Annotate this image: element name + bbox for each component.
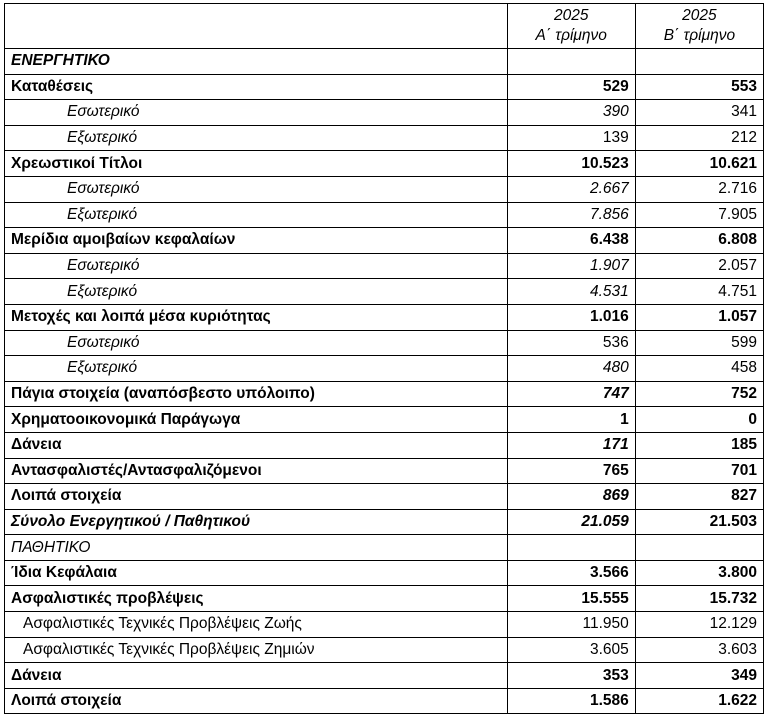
row-label: Εσωτερικό — [5, 100, 508, 126]
row-label: Δάνεια — [5, 432, 508, 458]
value-q1: 747 — [507, 381, 635, 407]
row-label: Λοιπά στοιχεία — [5, 484, 508, 510]
value-q2 — [635, 49, 763, 75]
value-q2: 701 — [635, 458, 763, 484]
value-q2: 185 — [635, 432, 763, 458]
value-q1: 1.907 — [507, 253, 635, 279]
value-q2: 6.808 — [635, 228, 763, 254]
header-label-cell — [5, 4, 508, 49]
table-row — [5, 612, 764, 638]
row-label: Πάγια στοιχεία (αναπόσβεστο υπόλοιπο) — [5, 381, 508, 407]
value-q1: 3.566 — [507, 560, 635, 586]
value-q2: 1.622 — [635, 688, 763, 714]
value-q1: 11.950 — [507, 612, 635, 638]
table-row — [5, 560, 764, 586]
value-q2 — [635, 535, 763, 561]
value-q2: 349 — [635, 663, 763, 689]
value-q2: 1.057 — [635, 304, 763, 330]
row-label: Εξωτερικό — [5, 125, 508, 151]
row-label: Αντασφαλιστές/Αντασφαλιζόμενοι — [5, 458, 508, 484]
header-year: 2025 — [553, 7, 589, 24]
section-title: ΕΝΕΡΓΗΤΙΚΟ — [5, 49, 508, 75]
table-row — [5, 125, 764, 151]
value-q1: 2.667 — [507, 176, 635, 202]
value-q1: 10.523 — [507, 151, 635, 177]
value-q2: 12.129 — [635, 612, 763, 638]
value-q1 — [507, 49, 635, 75]
table-row — [5, 279, 764, 305]
table-row — [5, 432, 764, 458]
table-row — [5, 688, 764, 714]
value-q2: 827 — [635, 484, 763, 510]
value-q1: 765 — [507, 458, 635, 484]
value-q1: 390 — [507, 100, 635, 126]
value-q2: 21.503 — [635, 509, 763, 535]
table-row — [5, 458, 764, 484]
value-q2: 752 — [635, 381, 763, 407]
value-q2: 10.621 — [635, 151, 763, 177]
value-q1: 6.438 — [507, 228, 635, 254]
section-title: ΠΑΘΗΤΙΚΟ — [5, 535, 508, 561]
value-q1: 1.586 — [507, 688, 635, 714]
value-q1: 529 — [507, 74, 635, 100]
value-q1: 7.856 — [507, 202, 635, 228]
value-q2: 553 — [635, 74, 763, 100]
row-label: Μετοχές και λοιπά μέσα κυριότητας — [5, 304, 508, 330]
value-q2: 599 — [635, 330, 763, 356]
value-q1: 21.059 — [507, 509, 635, 535]
table-row — [5, 330, 764, 356]
row-label: Εξωτερικό — [5, 356, 508, 382]
table-row — [5, 253, 764, 279]
row-label: Εσωτερικό — [5, 253, 508, 279]
balance-sheet-table — [4, 3, 764, 714]
row-label: Λοιπά στοιχεία — [5, 688, 508, 714]
section-row-assets — [5, 49, 764, 75]
value-q1: 1 — [507, 407, 635, 433]
value-q1: 15.555 — [507, 586, 635, 612]
row-label: Σύνολο Ενεργητικού / Παθητικού — [5, 509, 508, 535]
value-q2: 212 — [635, 125, 763, 151]
row-label: Εσωτερικό — [5, 330, 508, 356]
value-q1: 139 — [507, 125, 635, 151]
value-q2: 0 — [635, 407, 763, 433]
header-quarter: Α΄ τρίμηνο — [535, 27, 607, 44]
row-label: Εξωτερικό — [5, 279, 508, 305]
row-label: Ασφαλιστικές Τεχνικές Προβλέψεις Ζωής — [5, 612, 508, 638]
value-q1: 171 — [507, 432, 635, 458]
value-q1: 536 — [507, 330, 635, 356]
value-q1: 1.016 — [507, 304, 635, 330]
row-label: Ασφαλιστικές Τεχνικές Προβλέψεις Ζημιών — [5, 637, 508, 663]
table-row — [5, 484, 764, 510]
table-row — [5, 304, 764, 330]
table-row — [5, 586, 764, 612]
value-q1: 869 — [507, 484, 635, 510]
table-row — [5, 407, 764, 433]
row-label: Χρεωστικοί Τίτλοι — [5, 151, 508, 177]
table-row — [5, 74, 764, 100]
row-label: Δάνεια — [5, 663, 508, 689]
table-row — [5, 637, 764, 663]
value-q2: 2.716 — [635, 176, 763, 202]
value-q2: 458 — [635, 356, 763, 382]
table-row — [5, 100, 764, 126]
value-q2: 4.751 — [635, 279, 763, 305]
value-q1: 353 — [507, 663, 635, 689]
header-year: 2025 — [682, 7, 717, 24]
row-label: Χρηματοοικονομικά Παράγωγα — [5, 407, 508, 433]
row-label: Εξωτερικό — [5, 202, 508, 228]
table-row — [5, 381, 764, 407]
value-q2: 7.905 — [635, 202, 763, 228]
table-row — [5, 202, 764, 228]
header-col-q2 — [635, 4, 763, 49]
row-label: Ασφαλιστικές προβλέψεις — [5, 586, 508, 612]
header-row — [5, 4, 764, 49]
section-row-liabilities — [5, 535, 764, 561]
value-q2: 15.732 — [635, 586, 763, 612]
value-q2: 3.800 — [635, 560, 763, 586]
total-row — [5, 509, 764, 535]
value-q1: 3.605 — [507, 637, 635, 663]
value-q1 — [507, 535, 635, 561]
table-row — [5, 176, 764, 202]
header-col-q1 — [507, 4, 635, 49]
value-q1: 480 — [507, 356, 635, 382]
row-label: Ίδια Κεφάλαια — [5, 560, 508, 586]
header-quarter: Β΄ τρίμηνο — [663, 27, 736, 44]
table-row — [5, 356, 764, 382]
row-label: Μερίδια αμοιβαίων κεφαλαίων — [5, 228, 508, 254]
value-q2: 3.603 — [635, 637, 763, 663]
value-q2: 341 — [635, 100, 763, 126]
value-q1: 4.531 — [507, 279, 635, 305]
row-label: Εσωτερικό — [5, 176, 508, 202]
row-label: Καταθέσεις — [5, 74, 508, 100]
table-row — [5, 151, 764, 177]
table-row — [5, 663, 764, 689]
table-row — [5, 228, 764, 254]
value-q2: 2.057 — [635, 253, 763, 279]
